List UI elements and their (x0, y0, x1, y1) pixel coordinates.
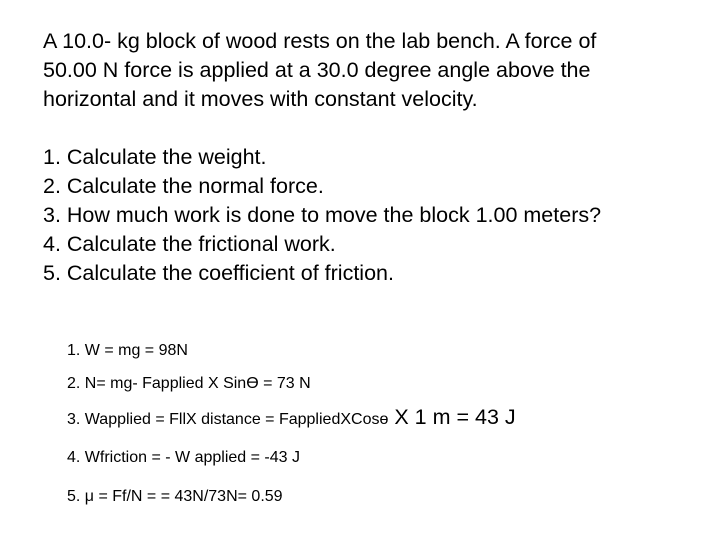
question-item-1: 1. Calculate the weight. (43, 145, 267, 169)
problem-statement (43, 27, 703, 114)
question-item-4: 4. Calculate the frictional work. (43, 232, 336, 256)
question-item-2: 2. Calculate the normal force. (43, 174, 324, 198)
question-item-5: 5. Calculate the coefficient of friction. (43, 261, 394, 285)
answer-4: 4. Wfriction = - W applied = -43 J (67, 449, 300, 466)
question-list (43, 143, 703, 288)
answer-1: 1. W = mg = 98N (67, 342, 188, 359)
question-item-3: 3. How much work is done to move the block 1.00 meters? (43, 203, 602, 227)
answer-2: 2. N= mg- Fapplied X SinӨ = 73 N (67, 375, 311, 392)
answer-3 (67, 405, 707, 430)
answer-5: 5. μ = Ff/N = = 43N/73N= 0.59 (67, 488, 283, 505)
answer-3-result: X 1 m = 43 J (388, 405, 516, 429)
problem-line-1: A 10.0- kg block of wood rests on the lab bench. A force of (43, 29, 597, 53)
answer-3-formula: 3. Wapplied = FllX distance = FappliedXCosө (67, 411, 389, 428)
problem-line-2: 50.00 N force is applied at a 30.0 degree angle above the (43, 58, 591, 82)
problem-line-3: horizontal and it moves with constant velocity. (43, 87, 478, 111)
